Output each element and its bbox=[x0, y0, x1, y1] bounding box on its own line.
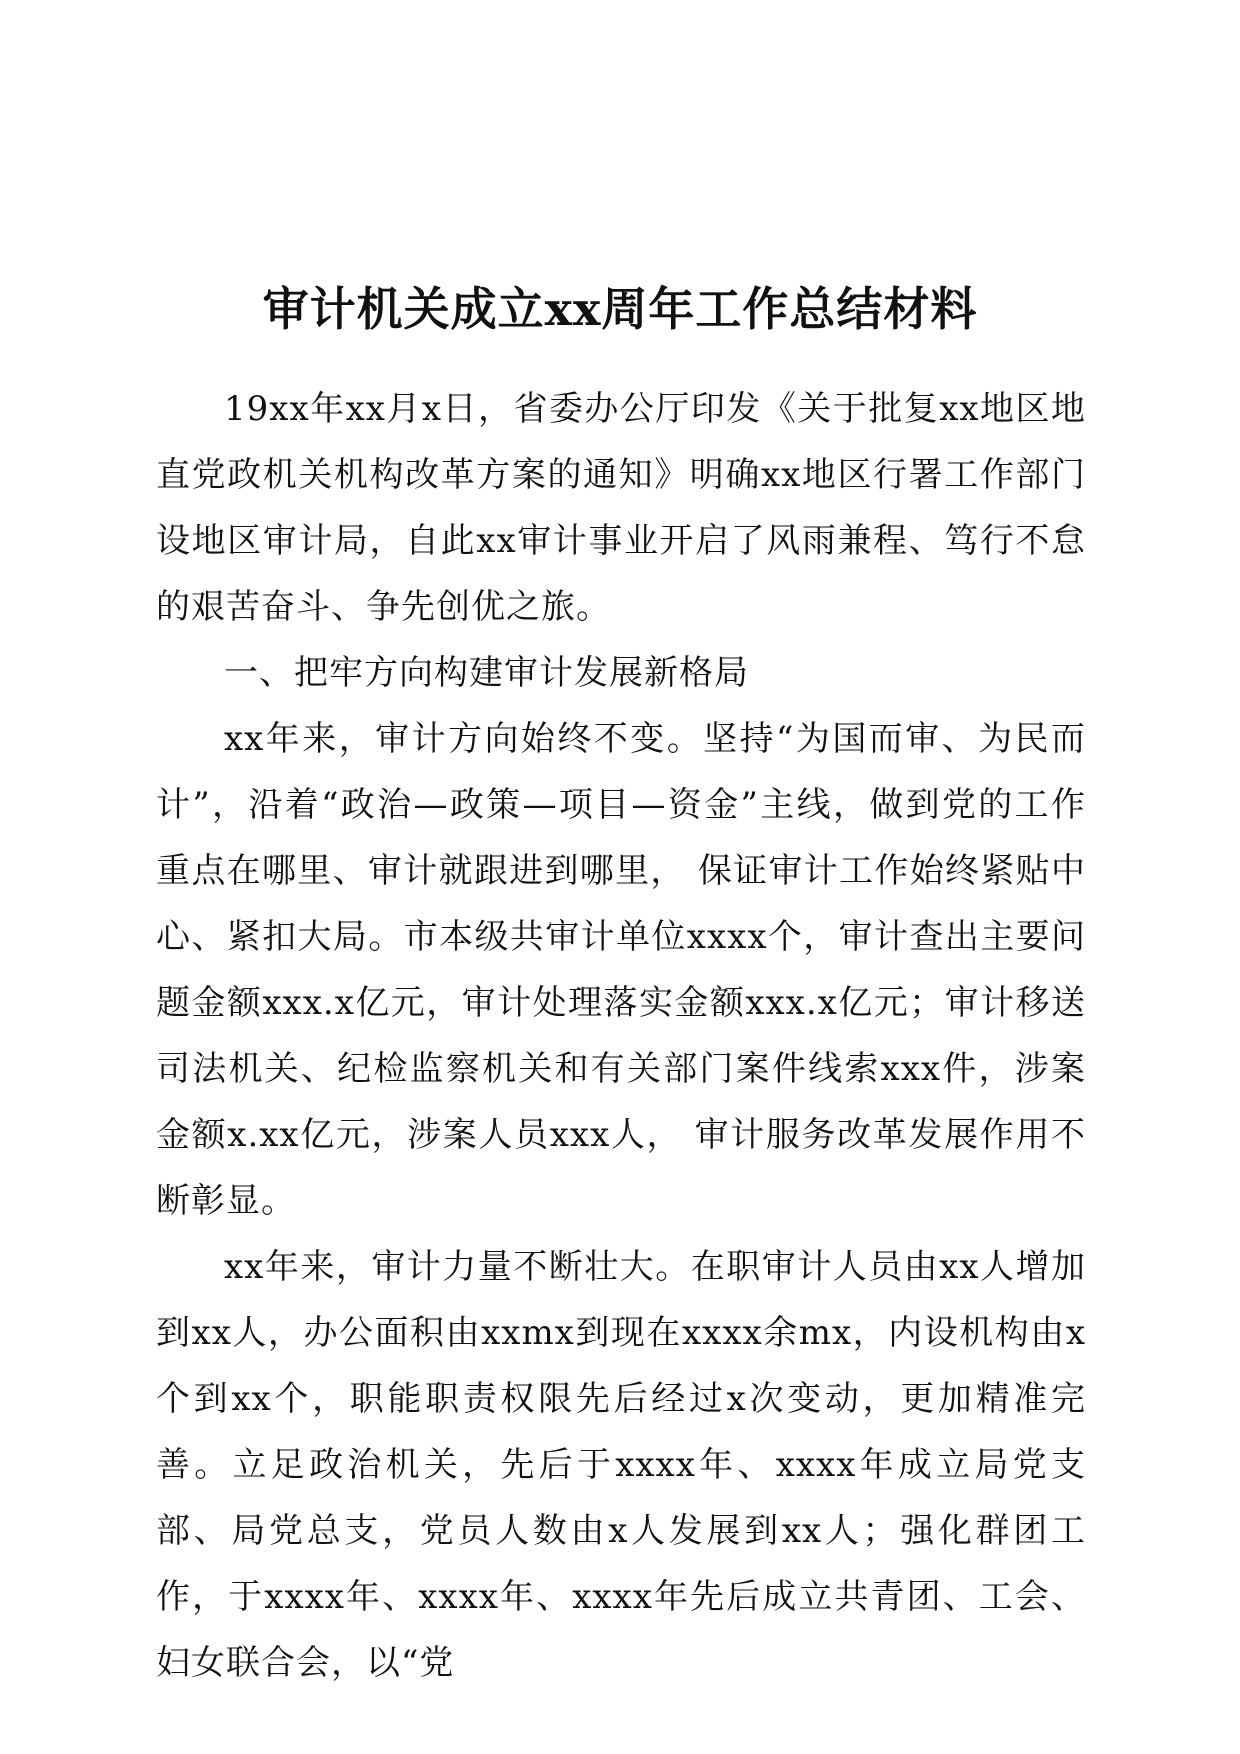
direction-paragraph: xx年来，审计方向始终不变。坚持“为国而审、为民而计”，沿着“政治—政策—项目—资金”主线，做到党的工作重点在哪里、审计就跟进到哪里， 保证审计工作始终紧贴中心、紧扣大局。市本级共审计单位xxxx个，审计查出主要问题金额xxx.x亿元，审计处理落实金额xxx.x亿元；审计移送司法机关、纪检监察机关和有关部门案件线索xxx件，涉案金额x.xx亿元，涉案人员xxx人， 审计服务改革发展作用不断彰显。 bbox=[156, 719, 1086, 1221]
document-title: 审计机关成立xx周年工作总结材料 bbox=[262, 281, 978, 336]
document-body bbox=[156, 376, 1086, 1696]
strength-paragraph: xx年来，审计力量不断壮大。在职审计人员由xx人增加到xx人，办公面积由xxmx到现在xxxx余mx，内设机构由x个到xx个，职能职责权限先后经过x次变动，更加精准完善。立足政治机关，先后于xxxx年、xxxx年成立局党支部、局党总支，党员人数由x人发展到xx人；强化群团工作，于xxxx年、xxxx年、xxxx年先后成立共青团、工会、妇女联合会，以“党 bbox=[156, 1247, 1086, 1683]
intro-paragraph: 19xx年xx月x日，省委办公厅印发《关于批复xx地区地直党政机关机构改革方案的通知》明确xx地区行署工作部门设地区审计局，自此xx审计事业开启了风雨兼程、笃行不怠的艰苦奋斗、争先创优之旅。 bbox=[156, 389, 1086, 627]
section-heading: 一、把牢方向构建审计发展新格局 bbox=[224, 653, 749, 693]
